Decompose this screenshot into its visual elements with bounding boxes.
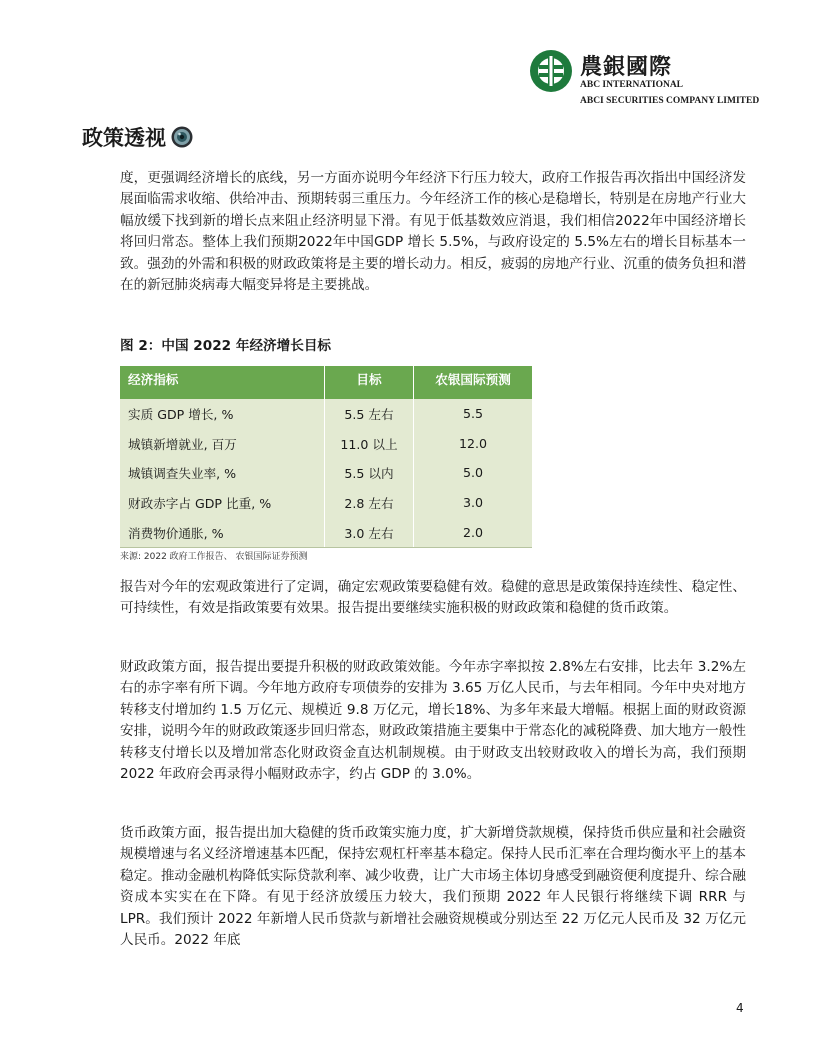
table-row: [120, 517, 532, 547]
body-paragraph-3: 财政政策方面，报告提出要提升积极的财政政策效能。今年赤字率拟按 2.8%左右安排，比去年 3.2%左右的赤字率有所下调。今年地方政府专项债券的安排为 3.65 万亿人民币，与去年相同。今年中央对地方转移支付增加约 1.5 万亿元、规模近 9.8 万亿元，增长18%、为多年来最大增幅。根据上面的财政资源安排，说明今年的财政政策逐步回归常态，财政政策措施主要集中于常态化的减税降费、加大地方一般性转移支付增长以及增加常态化财政资金直达机制规模。由于财政支出较财政收入的增长为高，我们预期 2022 年政府会再录得小幅财政赤字，约占 GDP 的 3.0%。: [120, 659, 746, 783]
abc-logo-icon: [528, 48, 574, 94]
page-number: 4: [736, 1001, 744, 1015]
body-paragraph-4: 货币政策方面，报告提出加大稳健的货币政策实施力度，扩大新增贷款规模，保持货币供应量和社会融资规模增速与名义经济增速基本匹配，保持宏观杠杆率基本稳定。保持人民币汇率在合理均衡水平上的基本稳定。推动金融机构降低实际贷款利率、减少收费，让广大市场主体切身感受到融资便利度提升、综合融资成本实实在在下降。有见于经济放缓压力较大，我们预期 2022 年人民银行将继续下调 RRR 与 LPR。我们预计 2022 年新增人民币贷款与新增社会融资规模或分别达至 22 万亿元人民币及 32 万亿元人民币。2022 年底: [120, 825, 746, 949]
column-header-target: 目标: [325, 366, 414, 399]
column-header-forecast: 农银国际预测: [414, 366, 533, 399]
table-cell: 2.0: [414, 517, 533, 547]
table-cell: 12.0: [414, 429, 533, 459]
body-paragraph-2: 报告对今年的宏观政策进行了定调，确定宏观政策要稳健有效。稳健的意思是政策保持连续性、稳定性、可持续性，有效是指政策要有效果。报告提出要继续实施积极的财政政策和稳健的货币政策。: [120, 579, 746, 617]
company-logo: [528, 48, 778, 112]
table-row: [120, 429, 532, 459]
table-row: [120, 458, 532, 488]
table-cell: 消费物价通胀, %: [120, 517, 325, 547]
table-source-note: 来源: 2022 政府工作报告、 农银国际证券预测: [120, 552, 308, 562]
table-cell: 3.0 左右: [325, 517, 414, 547]
table-cell: 5.5 以内: [325, 458, 414, 488]
column-header-indicator: 经济指标: [120, 366, 325, 399]
logo-chinese-name: 農銀國際: [580, 55, 673, 80]
section-title: [82, 122, 194, 152]
table-cell: 11.0 以上: [325, 429, 414, 459]
table-cell: 5.0: [414, 458, 533, 488]
table-cell: 5.5: [414, 399, 533, 429]
table-cell: 城镇调查失业率, %: [120, 458, 325, 488]
table-row: [120, 488, 532, 518]
section-title-text: 政策透视: [82, 126, 166, 150]
figure-title: 图 2：中国 2022 年经济增长目标: [120, 338, 332, 354]
table-header-row: [120, 366, 532, 399]
table-cell: 3.0: [414, 488, 533, 518]
table-cell: 5.5 左右: [325, 399, 414, 429]
table-cell: 2.8 左右: [325, 488, 414, 518]
body-paragraph-1: 度，更强调经济增长的底线，另一方面亦说明今年经济下行压力较大，政府工作报告再次指出中国经济发展面临需求收缩、供给冲击、预期转弱三重压力。今年经济工作的核心是稳增长，特别是在房地产行业大幅放缓下找到新的增长点来阻止经济明显下滑。有见于低基数效应消退，我们相信2022年中国经济增长将回归常态。整体上我们预期2022年中国GDP 增长 5.5%，与政府设定的 5.5%左右的增长目标基本一致。强劲的外需和积极的财政政策将是主要的增长动力。相反，疲弱的房地产行业、沉重的债务负担和潜在的新冠肺炎病毒大幅变异将是主要挑战。: [120, 170, 746, 294]
table-row: [120, 399, 532, 429]
logo-company-name: ABCI SECURITIES COMPANY LIMITED: [580, 96, 760, 106]
table-cell: 城镇新增就业, 百万: [120, 429, 325, 459]
growth-target-table: [120, 366, 532, 548]
lens-icon: [170, 125, 194, 149]
table-cell: 实质 GDP 增长, %: [120, 399, 325, 429]
table-cell: 财政赤字占 GDP 比重, %: [120, 488, 325, 518]
logo-english-name: ABC INTERNATIONAL: [580, 80, 684, 90]
